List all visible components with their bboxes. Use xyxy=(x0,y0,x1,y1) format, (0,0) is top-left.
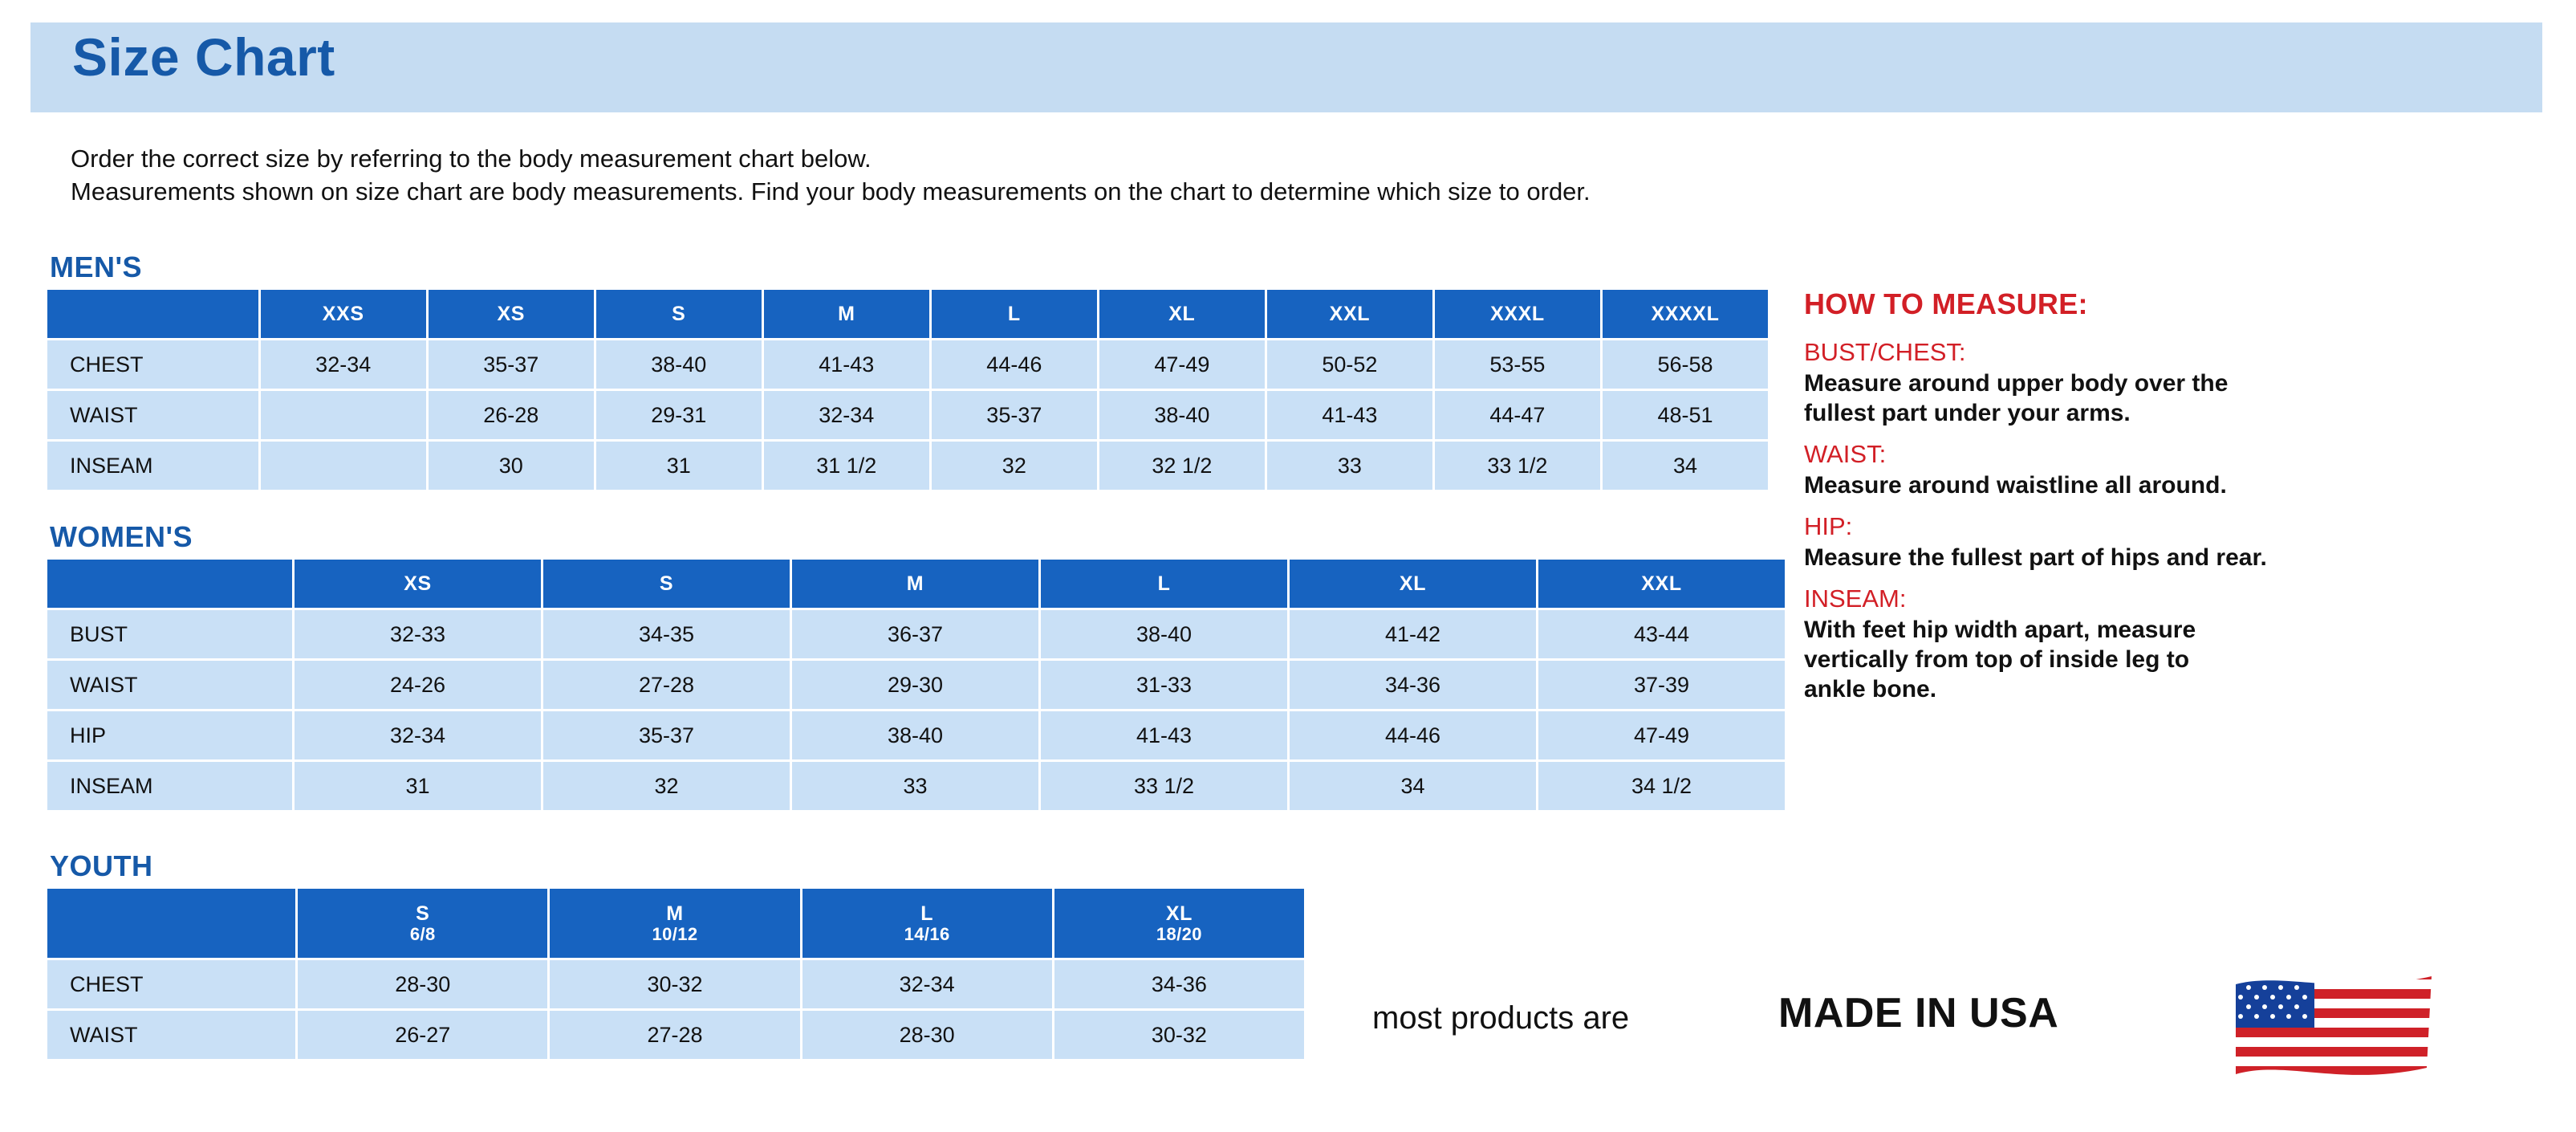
mens-size-table xyxy=(45,287,1770,492)
table-header-row xyxy=(47,290,1768,338)
youth-size-table xyxy=(45,886,1306,1061)
table-cell: 56-58 xyxy=(1603,340,1768,389)
column-header: M xyxy=(764,290,929,338)
intro-line-2: Measurements shown on size chart are body measurements. Find your body measurements on the chart to determine which size to order. xyxy=(71,177,1591,206)
table-cell: 26-27 xyxy=(298,1011,547,1059)
column-header xyxy=(298,889,547,958)
row-label: BUST xyxy=(47,610,292,658)
table-cell: 33 xyxy=(1267,442,1432,490)
table-cell: 28-30 xyxy=(802,1011,1052,1059)
table-cell: 38-40 xyxy=(792,711,1038,759)
table-header-row xyxy=(47,560,1785,608)
table-cell: 36-37 xyxy=(792,610,1038,658)
table-cell: 31 xyxy=(596,442,762,490)
table-cell: 50-52 xyxy=(1267,340,1432,389)
how-to-measure-title: HOW TO MEASURE: xyxy=(1804,287,2088,320)
how-to-measure-text: Measure around upper body over the xyxy=(1804,369,2229,397)
table-row xyxy=(47,391,1768,439)
table-cell: 28-30 xyxy=(298,960,547,1008)
table-cell: 29-31 xyxy=(596,391,762,439)
column-header: XXL xyxy=(1538,560,1785,608)
section-title-youth: YOUTH xyxy=(50,849,153,882)
table-cell: 41-43 xyxy=(1267,391,1432,439)
table-cell: 44-47 xyxy=(1435,391,1600,439)
table-row xyxy=(47,442,1768,490)
row-label: WAIST xyxy=(47,391,258,439)
table-cell: 30-32 xyxy=(550,960,799,1008)
table-cell: 31 xyxy=(295,762,541,810)
column-header-main: XL xyxy=(1165,902,1193,925)
table-cell: 34-36 xyxy=(1054,960,1304,1008)
table-cell: 53-55 xyxy=(1435,340,1600,389)
table-cell: 41-43 xyxy=(764,340,929,389)
how-to-measure-text: ankle bone. xyxy=(1804,676,1937,703)
table-cell: 44-46 xyxy=(1290,711,1536,759)
column-header: XL xyxy=(1099,290,1265,338)
row-label: CHEST xyxy=(47,340,258,389)
table-cell: 35-37 xyxy=(932,391,1097,439)
how-to-measure-item xyxy=(1804,337,2526,428)
table-cell xyxy=(261,391,426,439)
table-cell: 41-43 xyxy=(1041,711,1287,759)
column-header-main: L xyxy=(920,902,934,925)
column-header: S xyxy=(543,560,790,608)
table-cell: 34-36 xyxy=(1290,661,1536,709)
column-header: XS xyxy=(429,290,594,338)
table-cell: 34 1/2 xyxy=(1538,762,1785,810)
how-to-measure-label: INSEAM: xyxy=(1804,584,1907,613)
table-cell: 32-33 xyxy=(295,610,541,658)
column-header: L xyxy=(1041,560,1287,608)
column-header: XS xyxy=(295,560,541,608)
table-row xyxy=(47,762,1785,810)
table-cell: 30-32 xyxy=(1054,1011,1304,1059)
table-cell: 41-42 xyxy=(1290,610,1536,658)
table-cell: 38-40 xyxy=(596,340,762,389)
column-header-sub: 14/16 xyxy=(904,923,950,944)
how-to-measure-text: Measure around waistline all around. xyxy=(1804,471,2227,499)
column-header: XXXXL xyxy=(1603,290,1768,338)
column-header: S xyxy=(596,290,762,338)
table-cell: 31 1/2 xyxy=(764,442,929,490)
table-cell xyxy=(261,442,426,490)
table-cell: 27-28 xyxy=(550,1011,799,1059)
table-cell: 27-28 xyxy=(543,661,790,709)
table-cell: 32-34 xyxy=(295,711,541,759)
table-row xyxy=(47,610,1785,658)
table-cell: 32 1/2 xyxy=(1099,442,1265,490)
table-cell: 32 xyxy=(543,762,790,810)
section-title-womens: WOMEN'S xyxy=(50,520,193,553)
table-cell: 32-34 xyxy=(764,391,929,439)
how-to-measure-item xyxy=(1804,584,2526,704)
table-cell: 37-39 xyxy=(1538,661,1785,709)
column-header xyxy=(47,290,258,338)
table-row xyxy=(47,661,1785,709)
page-title: Size Chart xyxy=(72,27,335,87)
column-header: XL xyxy=(1290,560,1536,608)
table-cell: 44-46 xyxy=(932,340,1097,389)
table-row xyxy=(47,340,1768,389)
how-to-measure-panel xyxy=(1804,287,2526,715)
intro-text xyxy=(71,143,2534,209)
table-cell: 38-40 xyxy=(1099,391,1265,439)
usa-flag-icon xyxy=(2229,970,2438,1082)
how-to-measure-text: Measure the fullest part of hips and rear. xyxy=(1804,544,2267,571)
column-header xyxy=(47,560,292,608)
column-header: XXS xyxy=(261,290,426,338)
table-cell: 31-33 xyxy=(1041,661,1287,709)
row-label: WAIST xyxy=(47,661,292,709)
table-cell: 26-28 xyxy=(429,391,594,439)
how-to-measure-text: vertically from top of inside leg to xyxy=(1804,645,2190,673)
table-header-row xyxy=(47,889,1304,958)
table-cell: 33 1/2 xyxy=(1435,442,1600,490)
table-cell: 33 1/2 xyxy=(1041,762,1287,810)
made-in-usa-prefix: most products are xyxy=(1372,1000,1630,1036)
how-to-measure-item xyxy=(1804,439,2526,500)
column-header: L xyxy=(932,290,1097,338)
column-header-sub: 10/12 xyxy=(652,923,698,944)
how-to-measure-text: fullest part under your arms. xyxy=(1804,399,2131,426)
header-banner xyxy=(30,22,2542,112)
table-cell: 32-34 xyxy=(802,960,1052,1008)
row-label: CHEST xyxy=(47,960,295,1008)
table-cell: 38-40 xyxy=(1041,610,1287,658)
section-title-mens: MEN'S xyxy=(50,250,143,283)
column-header-main: S xyxy=(416,902,430,925)
table-cell: 33 xyxy=(792,762,1038,810)
table-cell: 30 xyxy=(429,442,594,490)
womens-size-table xyxy=(45,557,1787,812)
table-cell: 34 xyxy=(1290,762,1536,810)
how-to-measure-item xyxy=(1804,511,2526,572)
column-header: XXXL xyxy=(1435,290,1600,338)
how-to-measure-label: BUST/CHEST: xyxy=(1804,338,1966,366)
column-header xyxy=(47,889,295,958)
table-cell: 35-37 xyxy=(429,340,594,389)
made-in-usa-row xyxy=(1372,970,2544,1082)
column-header: XXL xyxy=(1267,290,1432,338)
table-cell: 34-35 xyxy=(543,610,790,658)
row-label: HIP xyxy=(47,711,292,759)
table-cell: 47-49 xyxy=(1538,711,1785,759)
table-row xyxy=(47,960,1304,1008)
column-header xyxy=(1054,889,1304,958)
intro-line-1: Order the correct size by referring to the body measurement chart below. xyxy=(71,145,872,173)
column-header-sub: 6/8 xyxy=(409,923,436,944)
table-cell: 32-34 xyxy=(261,340,426,389)
column-header xyxy=(550,889,799,958)
column-header: M xyxy=(792,560,1038,608)
how-to-measure-label: HIP: xyxy=(1804,512,1853,541)
row-label: INSEAM xyxy=(47,442,258,490)
table-cell: 34 xyxy=(1603,442,1768,490)
table-row xyxy=(47,1011,1304,1059)
column-header-main: M xyxy=(666,902,684,925)
table-cell: 48-51 xyxy=(1603,391,1768,439)
table-cell: 32 xyxy=(932,442,1097,490)
how-to-measure-text: With feet hip width apart, measure xyxy=(1804,616,2196,643)
made-in-usa-label: MADE IN USA xyxy=(1778,990,2059,1036)
row-label: WAIST xyxy=(47,1011,295,1059)
table-cell: 29-30 xyxy=(792,661,1038,709)
column-header xyxy=(802,889,1052,958)
column-header-sub: 18/20 xyxy=(1156,923,1202,944)
table-row xyxy=(47,711,1785,759)
row-label: INSEAM xyxy=(47,762,292,810)
table-cell: 47-49 xyxy=(1099,340,1265,389)
table-cell: 24-26 xyxy=(295,661,541,709)
table-cell: 43-44 xyxy=(1538,610,1785,658)
how-to-measure-label: WAIST: xyxy=(1804,440,1887,469)
table-cell: 35-37 xyxy=(543,711,790,759)
